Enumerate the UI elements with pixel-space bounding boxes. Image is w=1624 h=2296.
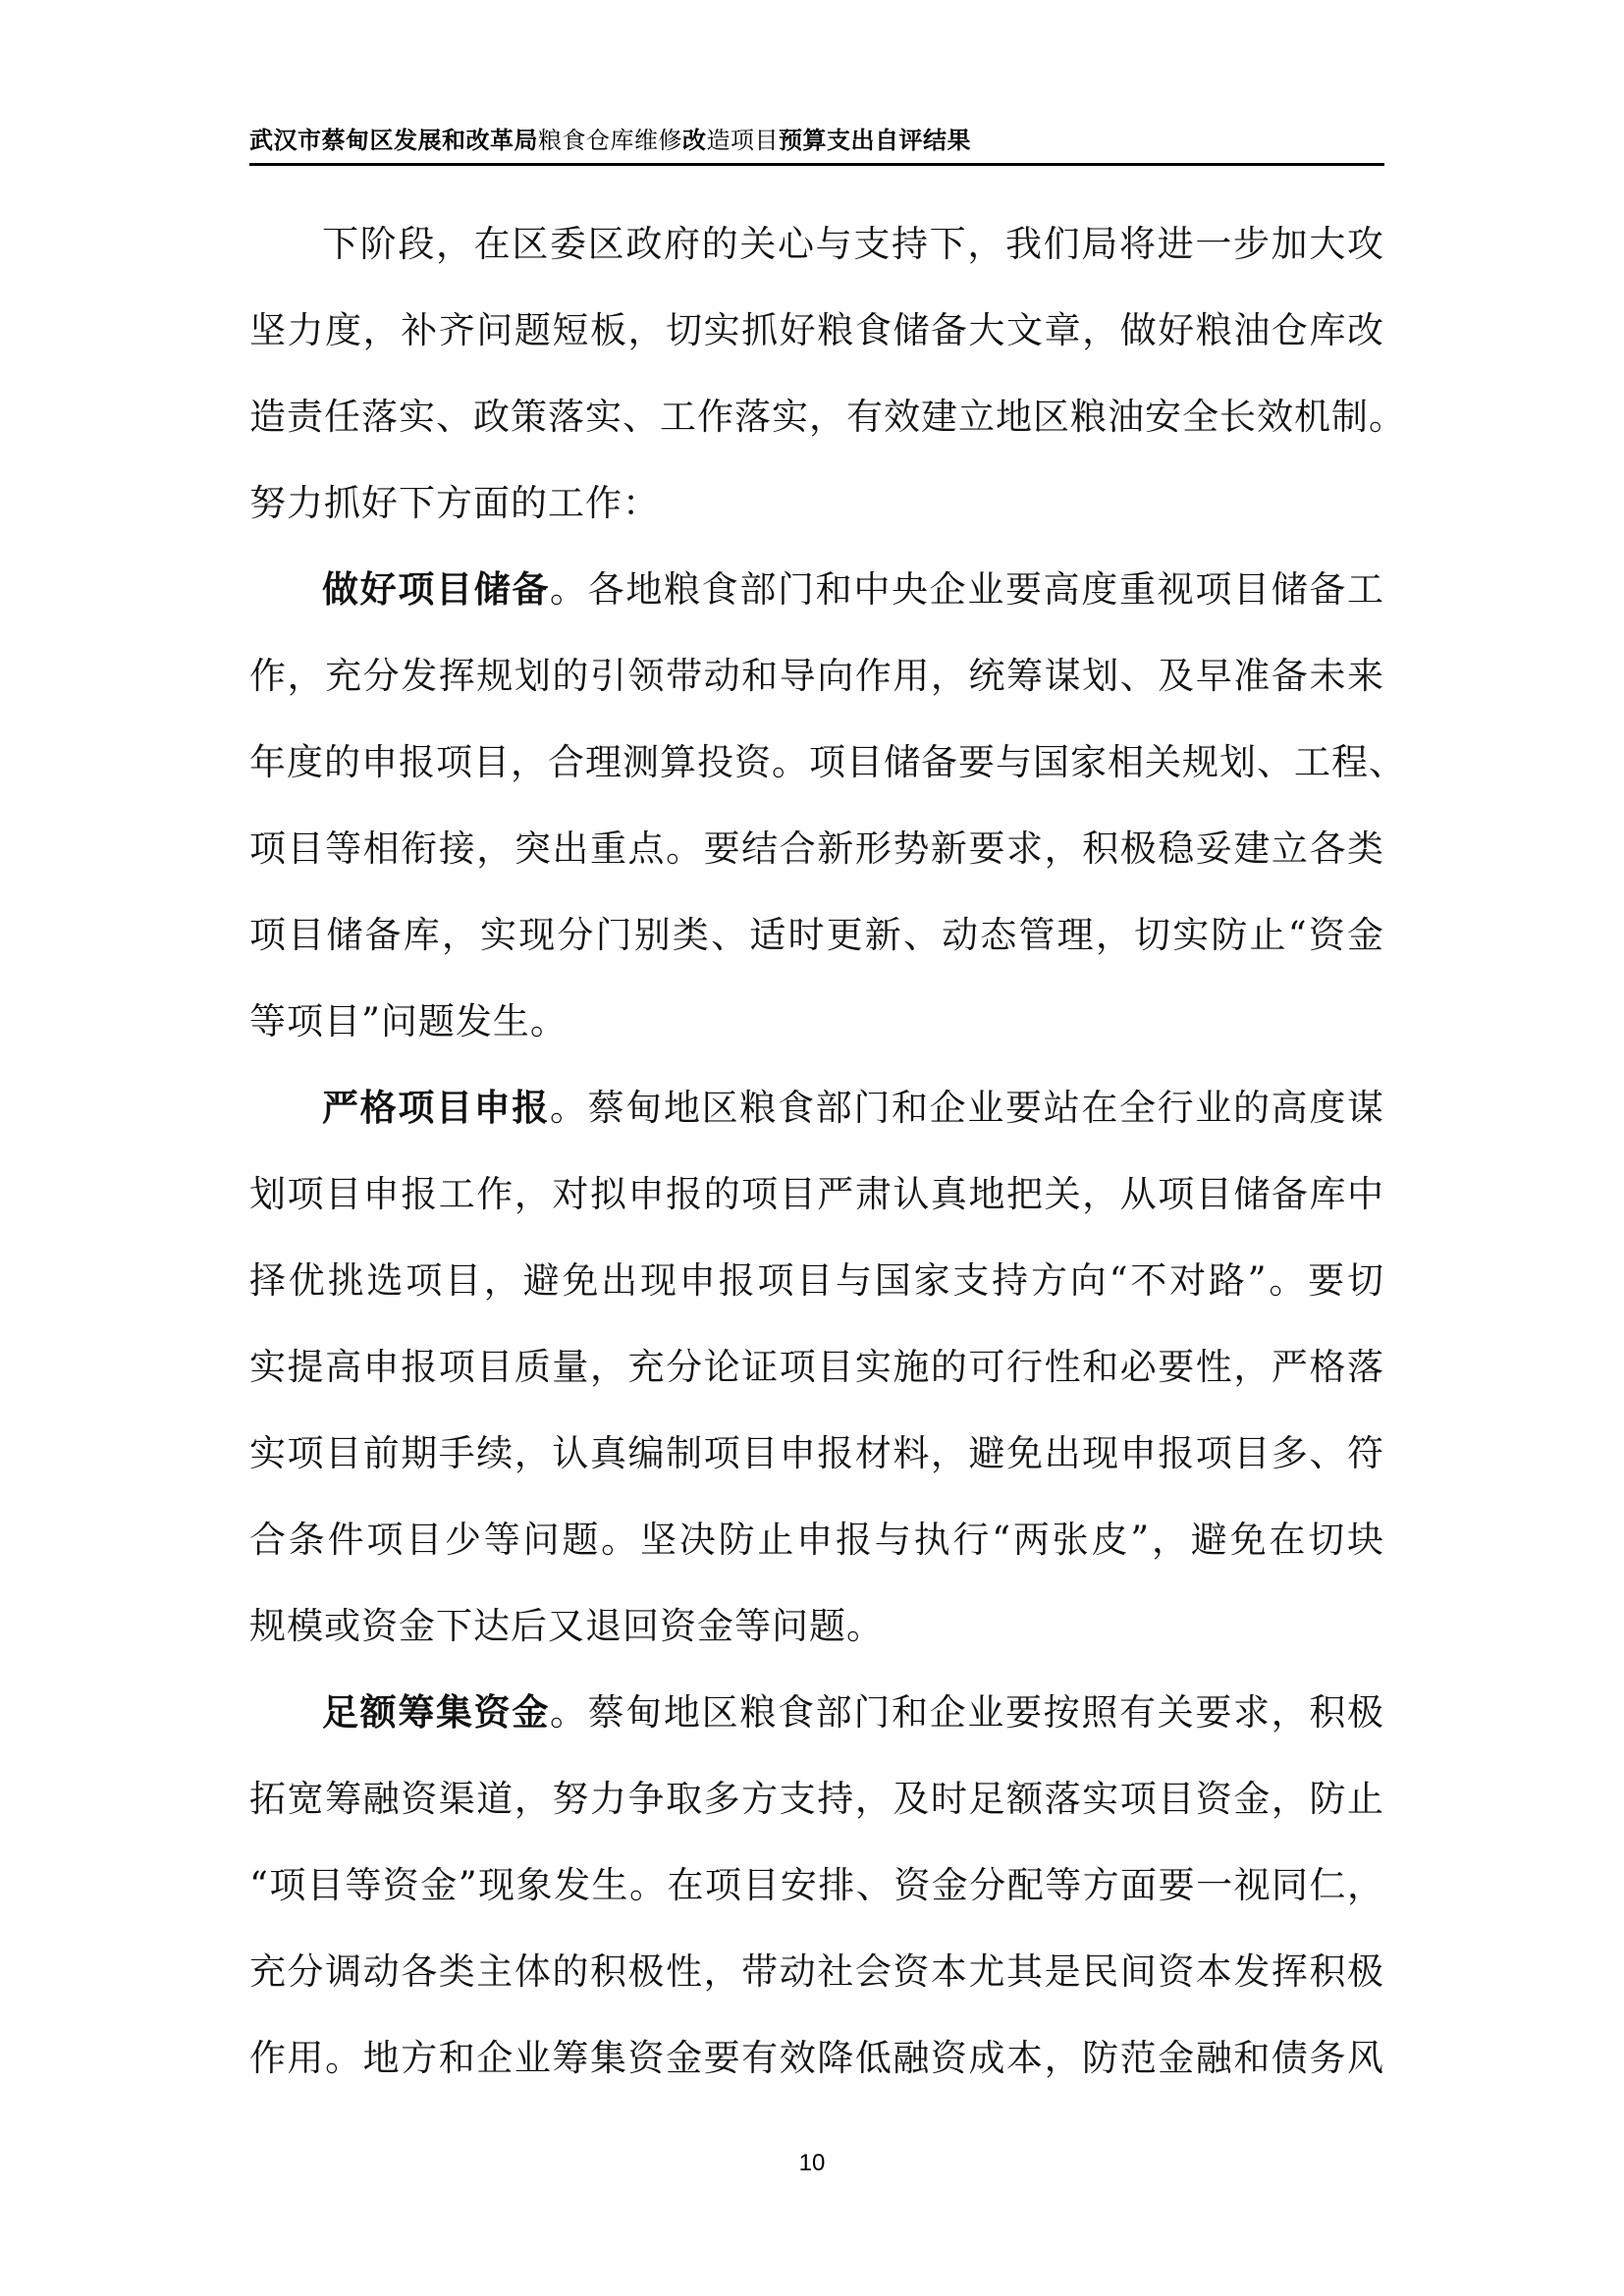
header-title <box>249 121 971 155</box>
paragraph-lead: 做好项目储备 <box>322 568 550 611</box>
text-span: 。各地粮食部门和中央企业要高度重视项目储备工 <box>550 568 1384 611</box>
text-line: 划项目申报工作，对拟申报的项目严肃认真地把关，从项目储备库中 <box>249 1173 1384 1215</box>
page-header <box>249 116 1384 166</box>
text-line: 坚力度，补齐问题短板，切实抓好粮食储备大文章，做好粮油仓库改 <box>249 309 1384 351</box>
text-line <box>249 1065 1384 1151</box>
text-line: 实提高申报项目质量，充分论证项目实施的可行性和必要性，严格落 <box>249 1346 1384 1388</box>
paragraph-project-reserve <box>249 547 1406 1065</box>
header-title-part: 粮食仓库维修 <box>538 127 682 154</box>
text-line: 年度的申报项目，合理测算投资。项目储备要与国家相关规划、工程、 <box>249 741 1406 783</box>
text-line <box>249 1670 1384 1756</box>
header-title-part: 武汉市蔡甸区发展和改革局 <box>249 127 538 154</box>
text-line: 合条件项目少等问题。坚决防止申报与执行“两张皮”，避免在切块 <box>249 1519 1384 1561</box>
document-body <box>249 201 1406 2102</box>
text-line: 充分调动各类主体的积极性，带动社会资本尤其是民间资本发挥积极 <box>249 1950 1384 1993</box>
text-span: 。蔡甸地区粮食部门和企业要站在全行业的高度谋 <box>550 1087 1384 1129</box>
text-line: 努力抓好下方面的工作： <box>249 482 660 524</box>
paragraph-project-application <box>249 1065 1384 1670</box>
header-title-part: 预算支出自评结果 <box>779 127 971 154</box>
text-line: 项目储备库，实现分门别类、适时更新、动态管理，切实防止“资金 <box>249 914 1384 956</box>
paragraph-lead: 足额筹集资金 <box>322 1691 550 1734</box>
header-title-part: 造项目 <box>706 127 779 154</box>
paragraph-lead: 严格项目申报 <box>322 1087 550 1129</box>
text-line <box>249 547 1384 633</box>
text-line: 作，充分发挥规划的引领带动和导向作用，统筹谋划、及早准备未来 <box>249 655 1384 697</box>
paragraph-fund-raising <box>249 1670 1384 2102</box>
header-title-part: 改 <box>682 127 707 154</box>
text-line: 下阶段，在区委区政府的关心与支持下，我们局将进一步加大攻 <box>322 223 1384 265</box>
text-line: 造责任落实、政策落实、工作落实，有效建立地区粮油安全长效机制。 <box>249 396 1406 438</box>
page-number: 10 <box>798 2150 826 2176</box>
text-line: “项目等资金”现象发生。在项目安排、资金分配等方面要一视同仁， <box>249 1864 1384 1906</box>
text-span: 。蔡甸地区粮食部门和企业要按照有关要求，积极 <box>550 1691 1384 1734</box>
text-line: 等项目”问题发生。 <box>249 1000 568 1042</box>
text-line: 拓宽筹融资渠道，努力争取多方支持，及时足额落实项目资金，防止 <box>249 1778 1384 1820</box>
paragraph-intro <box>249 201 1406 547</box>
text-line: 项目等相衔接，突出重点。要结合新形势新要求，积极稳妥建立各类 <box>249 828 1384 870</box>
text-line: 规模或资金下达后又退回资金等问题。 <box>249 1605 884 1647</box>
text-line: 作用。地方和企业筹集资金要有效降低融资成本，防范金融和债务风 <box>249 2037 1384 2079</box>
text-line: 择优挑选项目，避免出现申报项目与国家支持方向“不对路”。要切 <box>249 1259 1384 1302</box>
text-line: 实项目前期手续，认真编制项目申报材料，避免出现申报项目多、符 <box>249 1432 1384 1474</box>
